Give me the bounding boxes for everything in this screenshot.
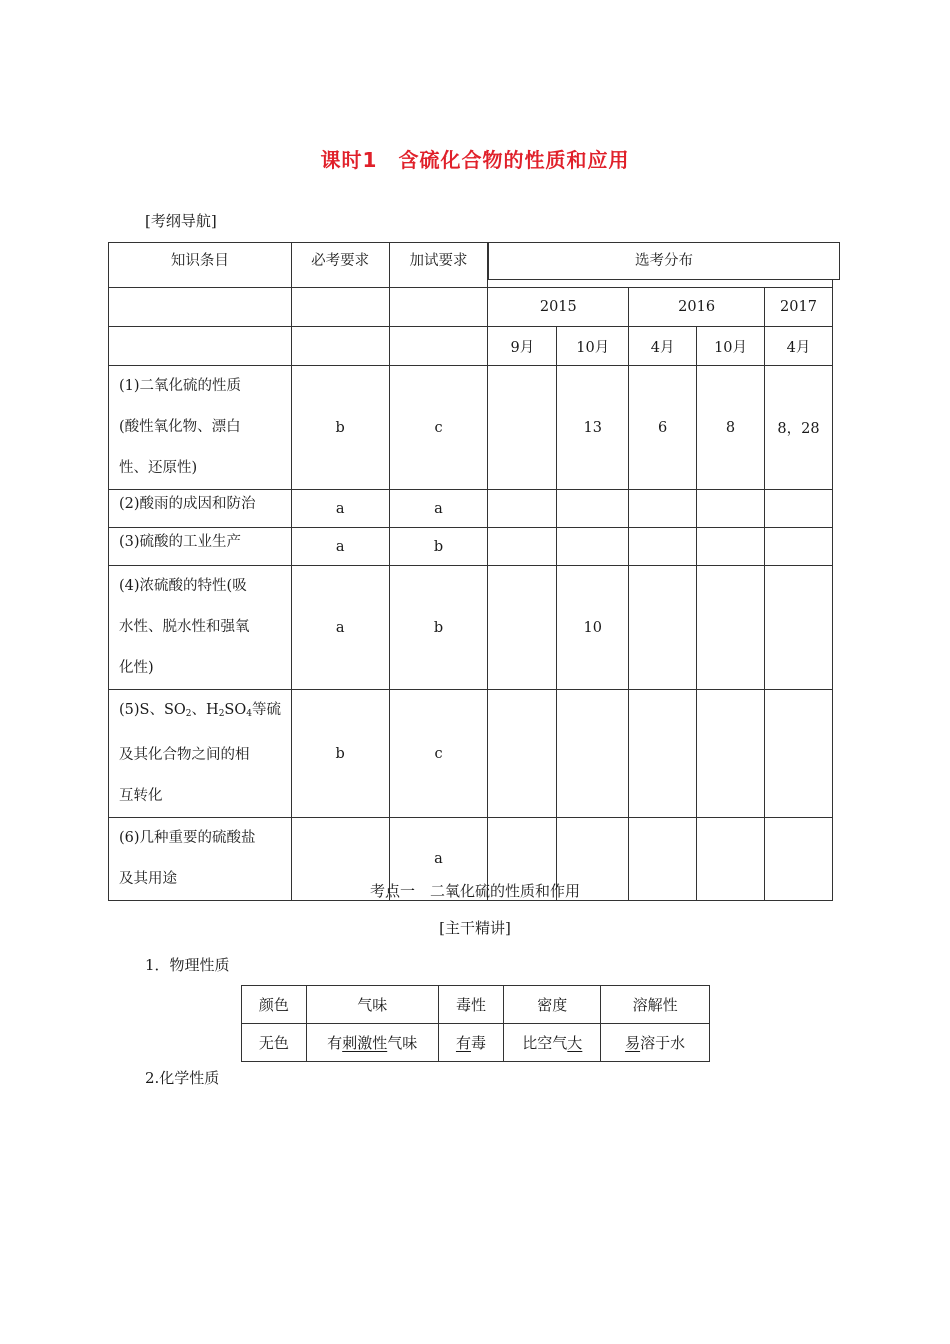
value-solubility: 易溶于水 <box>601 1024 710 1062</box>
syllabus-table <box>108 242 833 901</box>
header-required: 必考要求 <box>291 243 389 288</box>
month-cell: 10月 <box>557 327 629 366</box>
header-cell: 毒性 <box>438 986 504 1024</box>
header-cell: 气味 <box>306 986 438 1024</box>
required-cell: a <box>291 490 389 528</box>
extra-cell: a <box>389 818 488 901</box>
month-row <box>109 327 833 366</box>
item-cell: (1)二氧化硫的性质 (酸性氧化物、漂白 性、还原性) <box>109 366 292 490</box>
item-cell: (5)S、$SO_2$、$H_2SO_4$等硫 及其化合物之间的相 互转化 <box>109 690 292 818</box>
required-cell: a <box>291 528 389 566</box>
month-cell: 4月 <box>765 327 833 366</box>
year-2016: 2016 <box>629 288 765 327</box>
table-header-row <box>242 986 710 1024</box>
dist-cell: 13 <box>557 366 629 490</box>
table-row <box>109 490 833 528</box>
required-cell: b <box>291 366 389 490</box>
header-extra: 加试要求 <box>389 243 488 288</box>
year-2015: 2015 <box>488 288 629 327</box>
table-row <box>109 528 833 566</box>
table-row <box>242 1024 710 1062</box>
table-row <box>109 566 833 690</box>
month-cell: 4月 <box>629 327 697 366</box>
kaodian-heading: 考点一 二氧化硫的性质和作用 <box>369 882 580 900</box>
dist-cell: 8 <box>697 366 765 490</box>
extra-cell: c <box>389 690 488 818</box>
required-cell: b <box>291 690 389 818</box>
item-cell: (4)浓硫酸的特性(吸 水性、脱水性和强氧 化性) <box>109 566 292 690</box>
item-cell: (2)酸雨的成因和防治 <box>109 490 292 528</box>
year-2017: 2017 <box>765 288 833 327</box>
page-title: 课时1 含硫化合物的性质和应用 <box>320 148 630 172</box>
item-cell: (6)几种重要的硫酸盐 及其用途 <box>109 818 292 901</box>
year-row <box>109 288 833 327</box>
month-cell: 9月 <box>488 327 557 366</box>
header-cell: 密度 <box>504 986 601 1024</box>
dist-cell: 8，28 <box>765 366 833 490</box>
extra-cell: b <box>389 528 488 566</box>
item-cell: (3)硫酸的工业生产 <box>109 528 292 566</box>
dist-cell: 10 <box>557 566 629 690</box>
header-cell: 颜色 <box>242 986 307 1024</box>
extra-cell: b <box>389 566 488 690</box>
value-color: 无色 <box>242 1024 307 1062</box>
physical-properties-table <box>241 985 710 1062</box>
header-cell: 溶解性 <box>601 986 710 1024</box>
physical-heading: 1．物理性质 <box>145 956 230 974</box>
value-toxicity: 有毒 <box>438 1024 504 1062</box>
table-row <box>109 366 833 490</box>
header-item: 知识条目 <box>109 243 292 288</box>
zhugan-tag: [主干精讲] <box>439 919 511 937</box>
value-density: 比空气大 <box>504 1024 601 1062</box>
value-odor: 有刺激性气味 <box>306 1024 438 1062</box>
chemical-heading: 2.化学性质 <box>145 1069 220 1087</box>
item-line-formula: (5)S、$SO_2$、$H_2SO_4$等硫 <box>119 702 281 719</box>
table-row <box>109 690 833 818</box>
month-cell: 10月 <box>697 327 765 366</box>
dist-cell <box>488 366 557 490</box>
header-distribution-cell: 选考分布 <box>488 242 840 280</box>
extra-cell: c <box>389 366 488 490</box>
syllabus-tag: [考纲导航] <box>145 212 217 230</box>
dist-cell: 6 <box>629 366 697 490</box>
extra-cell: a <box>389 490 488 528</box>
required-cell: a <box>291 566 389 690</box>
